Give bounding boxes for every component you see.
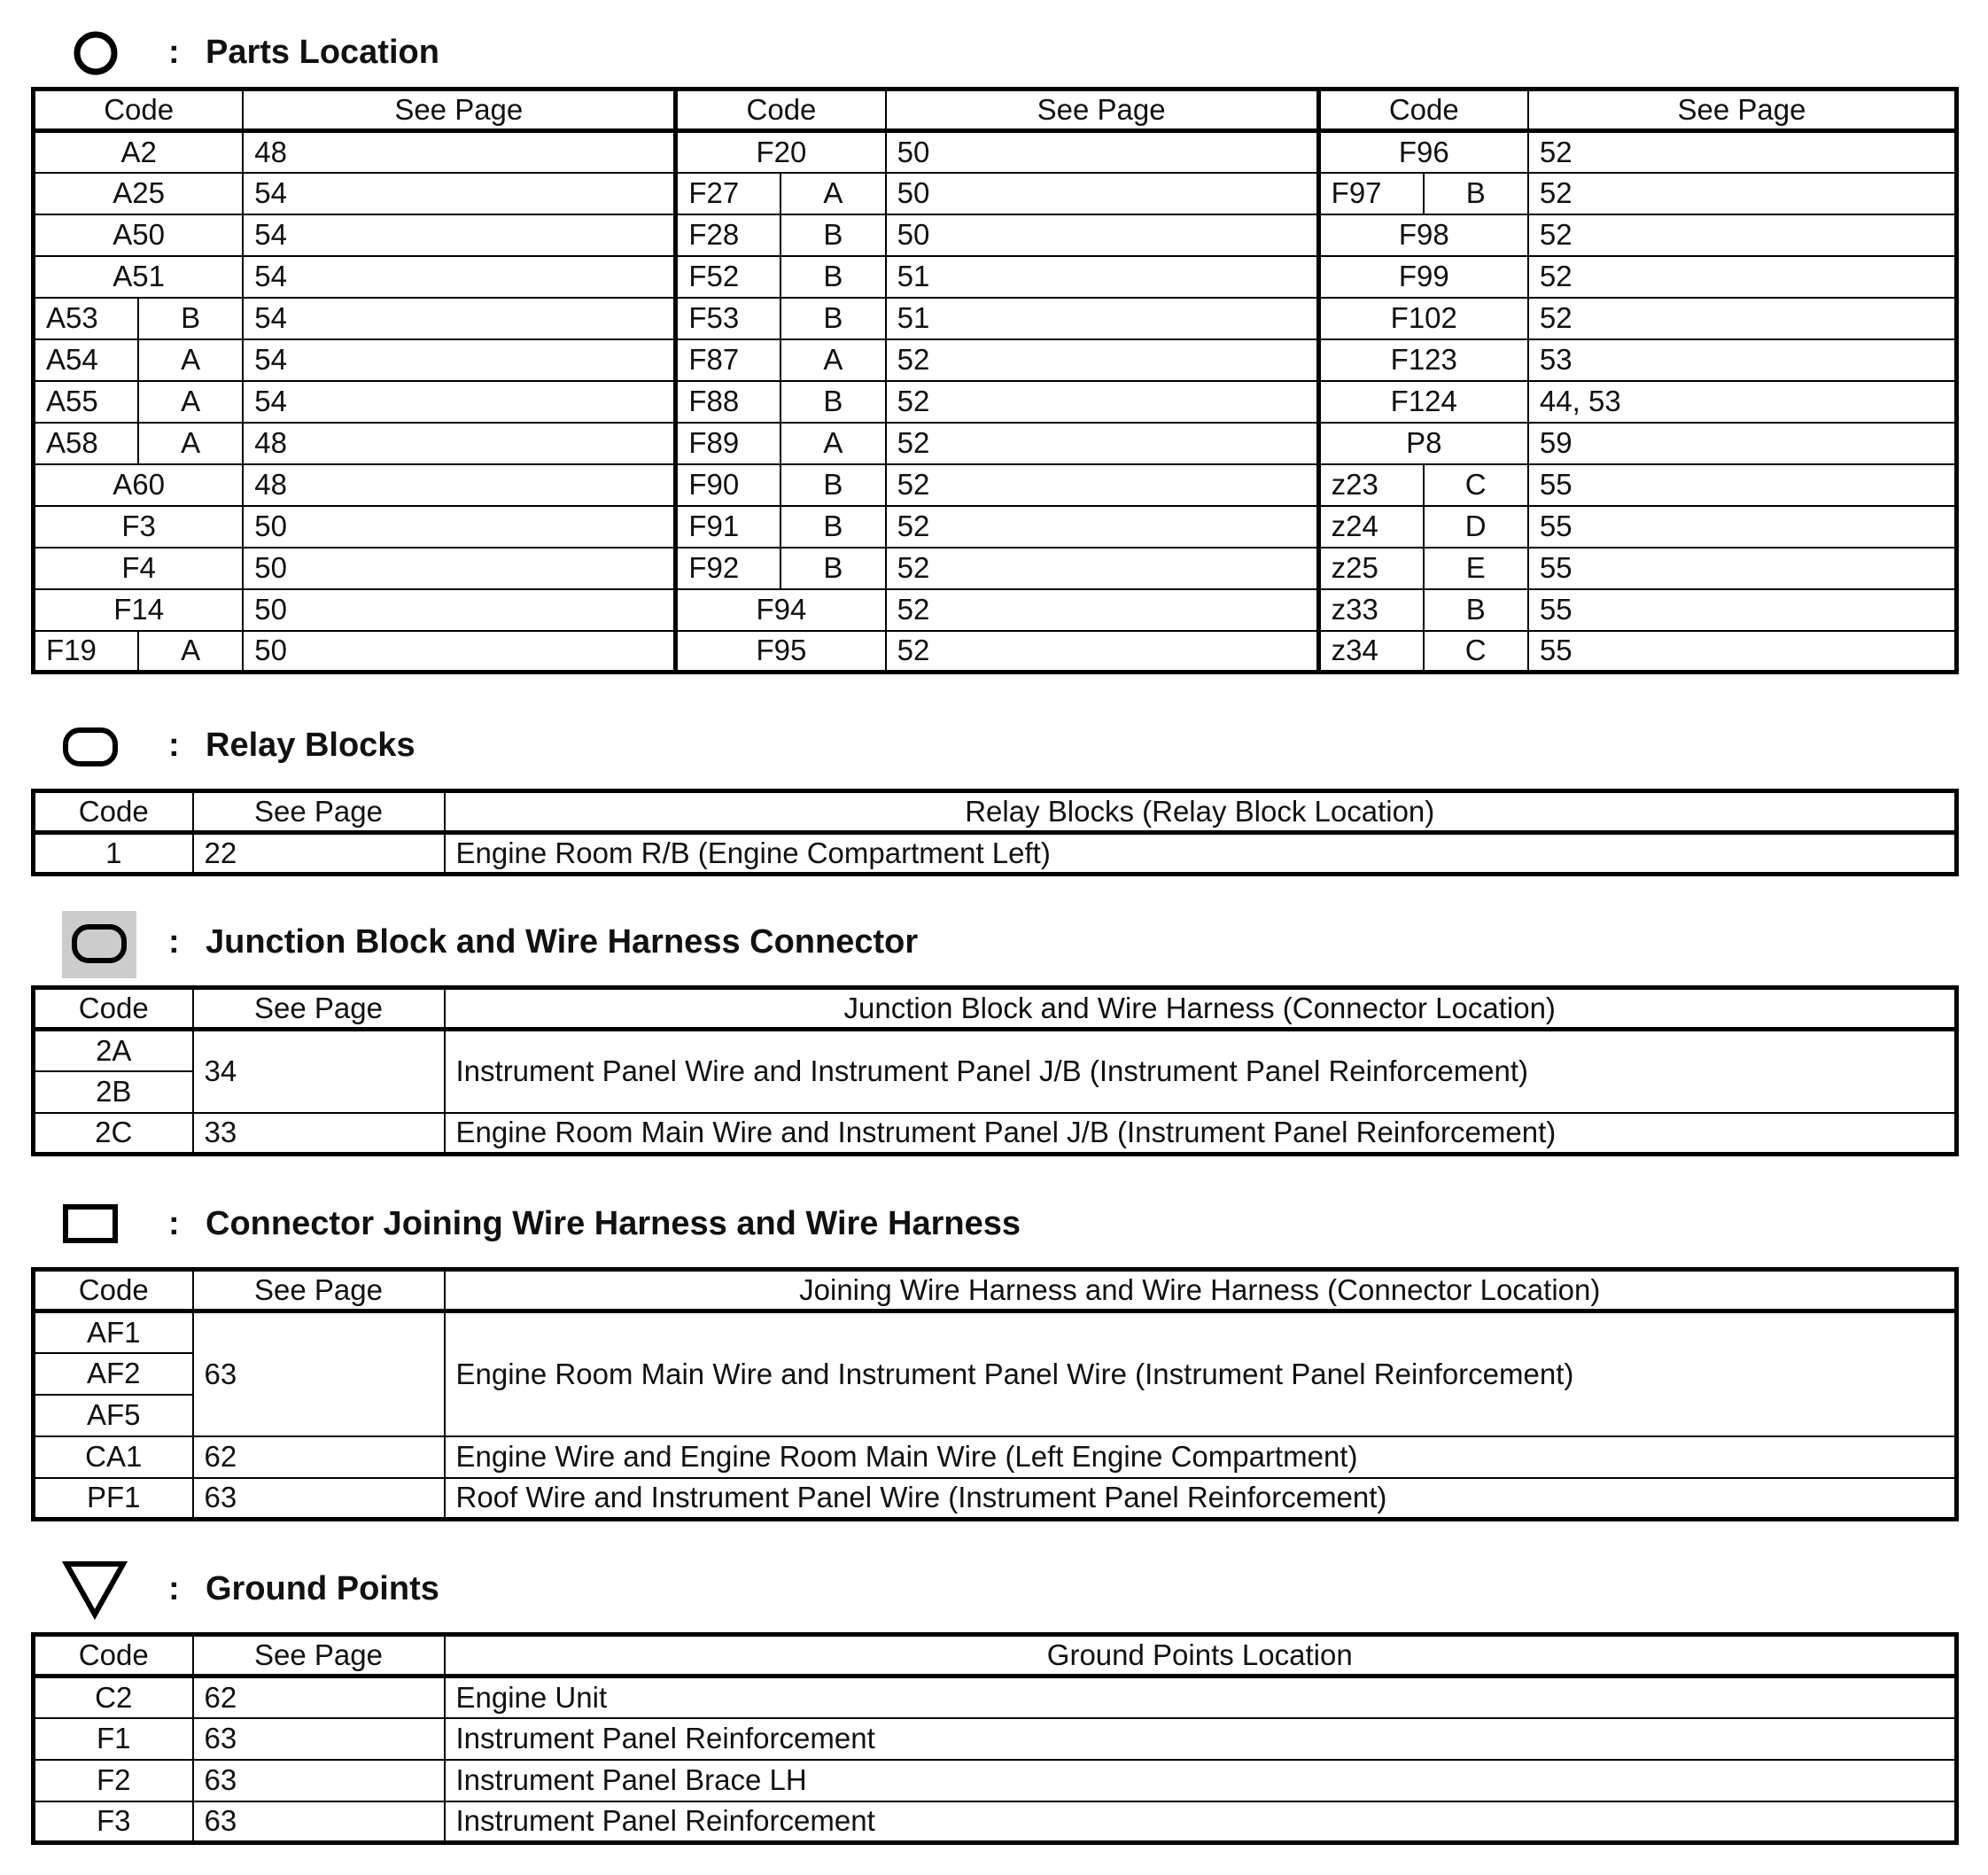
sub-code-cell: B [138,298,243,339]
code-cell: F3 [34,506,244,548]
page-cell: 52 [886,548,1319,589]
header-code: Code [676,89,886,131]
code-cell: F90 [676,464,780,506]
header-code: Code [34,1270,193,1311]
sub-code-cell: A [780,173,885,214]
description-cell: Instrument Panel Reinforcement [445,1801,1957,1843]
code-cell: 2A [34,1030,193,1071]
section-title: Ground Points [206,1570,439,1607]
page-cell: 55 [1528,631,1957,673]
page-cell: 63 [193,1478,445,1520]
code-cell: F28 [676,214,780,256]
description-cell: Engine Unit [445,1677,1957,1718]
relay-blocks-table [31,789,1959,876]
page-cell: 62 [193,1436,445,1478]
table-row [34,1311,1957,1353]
page-cell: 44, 53 [1528,381,1957,423]
page-cell: 51 [886,298,1319,339]
table-row [34,1436,1957,1478]
table-row [34,1478,1957,1520]
triangle-down-icon [62,1560,128,1620]
page-cell: 33 [193,1113,445,1155]
code-cell: F96 [1318,131,1528,173]
table-row [34,1718,1957,1760]
page-cell: 59 [1528,423,1957,464]
header-see-page: See Page [193,988,445,1030]
page-cell: 53 [1528,339,1957,381]
code-cell: F3 [34,1801,193,1843]
page-cell: 54 [243,339,676,381]
table-row [34,173,1957,214]
page-cell: 48 [243,423,676,464]
header-code: Code [1318,89,1528,131]
page-cell: 51 [886,256,1319,298]
table-row [34,589,1957,631]
code-cell: F123 [1318,339,1528,381]
table-row [34,833,1957,875]
page-cell: 63 [193,1311,445,1436]
description-cell: Instrument Panel Brace LH [445,1760,1957,1801]
code-cell: F94 [676,589,886,631]
code-cell: F53 [676,298,780,339]
page-cell: 52 [886,339,1319,381]
description-cell: Instrument Panel Reinforcement [445,1718,1957,1760]
code-cell: F97 [1318,173,1423,214]
page-cell: 54 [243,381,676,423]
sub-code-cell: B [780,381,885,423]
code-cell: F27 [676,173,780,214]
header-see-page: See Page [193,1270,445,1311]
header-code: Code [34,791,193,833]
shaded-rounded-rect-icon [62,911,136,978]
code-cell: F52 [676,256,780,298]
page-cell: 52 [1528,298,1957,339]
page-cell: 52 [886,506,1319,548]
code-cell: F124 [1318,381,1528,423]
code-cell: F88 [676,381,780,423]
page-cell: 50 [243,548,676,589]
sub-code-cell: C [1424,631,1528,673]
page-cell: 54 [243,214,676,256]
page-cell: 34 [193,1030,445,1113]
page-cell: 48 [243,131,676,173]
page-cell: 55 [1528,589,1957,631]
table-row [34,1801,1957,1843]
section-colon: : [168,34,180,71]
code-cell: 1 [34,833,193,875]
page-cell: 54 [243,173,676,214]
section-title: Connector Joining Wire Harness and Wire Harness [206,1205,1021,1242]
junction-block-table [31,985,1959,1156]
sub-code-cell: B [780,464,885,506]
header-description: Ground Points Location [445,1635,1957,1677]
code-cell: A51 [34,256,244,298]
table-row [34,1030,1957,1071]
page-cell: 63 [193,1760,445,1801]
header-see-page: See Page [886,89,1319,131]
header-description: Relay Blocks (Relay Block Location) [445,791,1957,833]
page-cell: 52 [886,464,1319,506]
page-cell: 52 [886,423,1319,464]
rounded-rect-icon [62,727,119,769]
code-cell: F4 [34,548,244,589]
code-cell: AF2 [34,1353,193,1395]
code-cell: A53 [34,298,138,339]
code-cell: F99 [1318,256,1528,298]
code-cell: F87 [676,339,780,381]
code-cell: A55 [34,381,138,423]
code-cell: z34 [1318,631,1423,673]
page-cell: 52 [886,381,1319,423]
page-cell: 52 [1528,214,1957,256]
sub-code-cell: B [780,548,885,589]
sub-code-cell: B [1424,173,1528,214]
page-cell: 62 [193,1677,445,1718]
code-cell: F92 [676,548,780,589]
table-row [34,381,1957,423]
section-colon: : [168,1570,180,1607]
code-cell: AF1 [34,1311,193,1353]
table-row [34,131,1957,173]
page-cell: 52 [1528,173,1957,214]
rectangle-icon [62,1203,119,1246]
page-cell: 55 [1528,548,1957,589]
code-cell: A2 [34,131,244,173]
table-row [34,1113,1957,1155]
description-cell: Instrument Panel Wire and Instrument Panel J/B (Instrument Panel Reinforcement) [445,1030,1957,1113]
sub-code-cell: A [138,339,243,381]
code-cell: A25 [34,173,244,214]
description-cell: Engine Wire and Engine Room Main Wire (Left Engine Compartment) [445,1436,1957,1478]
sub-code-cell: B [780,298,885,339]
table-row [34,506,1957,548]
code-cell: AF5 [34,1395,193,1436]
sub-code-cell: B [780,214,885,256]
code-cell: 2C [34,1113,193,1155]
code-cell: A60 [34,464,244,506]
header-code: Code [34,89,244,131]
page-cell: 50 [886,131,1319,173]
code-cell: F20 [676,131,886,173]
code-cell: F89 [676,423,780,464]
code-cell: z33 [1318,589,1423,631]
code-cell: A50 [34,214,244,256]
table-row [34,339,1957,381]
code-cell: CA1 [34,1436,193,1478]
code-cell: F2 [34,1760,193,1801]
header-code: Code [34,988,193,1030]
page-cell: 52 [886,631,1319,673]
section-colon: : [168,1205,180,1242]
code-cell: F19 [34,631,138,673]
section-colon: : [168,727,180,764]
sub-code-cell: A [780,423,885,464]
header-see-page: See Page [1528,89,1957,131]
table-row [34,631,1957,673]
description-cell: Engine Room R/B (Engine Compartment Left) [445,833,1957,875]
page-cell: 54 [243,256,676,298]
page-cell: 50 [243,589,676,631]
code-cell: z24 [1318,506,1423,548]
code-cell: F95 [676,631,886,673]
page-cell: 54 [243,298,676,339]
page-cell: 52 [1528,256,1957,298]
section-title: Junction Block and Wire Harness Connector [206,923,919,961]
table-row [34,1760,1957,1801]
header-description: Junction Block and Wire Harness (Connector Location) [445,988,1957,1030]
section-colon: : [168,923,180,961]
description-cell: Engine Room Main Wire and Instrument Panel Wire (Instrument Panel Reinforcement) [445,1311,1957,1436]
ground-points-table [31,1632,1959,1845]
page-cell: 55 [1528,506,1957,548]
code-cell: P8 [1318,423,1528,464]
header-see-page: See Page [243,89,676,131]
code-cell: A54 [34,339,138,381]
page-cell: 63 [193,1801,445,1843]
sub-code-cell: E [1424,548,1528,589]
page-cell: 50 [886,173,1319,214]
sub-code-cell: B [780,256,885,298]
sub-code-cell: C [1424,464,1528,506]
page-cell: 55 [1528,464,1957,506]
page-cell: 52 [886,589,1319,631]
page-cell: 50 [243,506,676,548]
sub-code-cell: A [138,631,243,673]
code-cell: F1 [34,1718,193,1760]
code-cell: PF1 [34,1478,193,1520]
code-cell: z23 [1318,464,1423,506]
code-cell: C2 [34,1677,193,1718]
table-row [34,256,1957,298]
table-row [34,423,1957,464]
page-cell: 50 [243,631,676,673]
page-cell: 22 [193,833,445,875]
sub-code-cell: A [138,423,243,464]
section-title: Relay Blocks [206,727,415,764]
header-description: Joining Wire Harness and Wire Harness (Connector Location) [445,1270,1957,1311]
description-cell: Roof Wire and Instrument Panel Wire (Instrument Panel Reinforcement) [445,1478,1957,1520]
circle-icon [73,30,119,76]
parts-location-table [31,87,1959,674]
table-row [34,298,1957,339]
header-see-page: See Page [193,1635,445,1677]
code-cell: A58 [34,423,138,464]
page-cell: 50 [886,214,1319,256]
sub-code-cell: A [780,339,885,381]
code-cell: F91 [676,506,780,548]
code-cell: z25 [1318,548,1423,589]
page-cell: 63 [193,1718,445,1760]
code-cell: F102 [1318,298,1528,339]
header-see-page: See Page [193,791,445,833]
page-cell: 52 [1528,131,1957,173]
section-title: Parts Location [206,34,439,71]
sub-code-cell: D [1424,506,1528,548]
code-cell: F98 [1318,214,1528,256]
description-cell: Engine Room Main Wire and Instrument Panel J/B (Instrument Panel Reinforcement) [445,1113,1957,1155]
table-row [34,214,1957,256]
code-cell: 2B [34,1071,193,1113]
connector-joining-table [31,1267,1959,1521]
table-row [34,1677,1957,1718]
sub-code-cell: B [780,506,885,548]
table-row [34,548,1957,589]
code-cell: F14 [34,589,244,631]
header-code: Code [34,1635,193,1677]
sub-code-cell: A [138,381,243,423]
table-row [34,464,1957,506]
page-cell: 48 [243,464,676,506]
sub-code-cell: B [1424,589,1528,631]
